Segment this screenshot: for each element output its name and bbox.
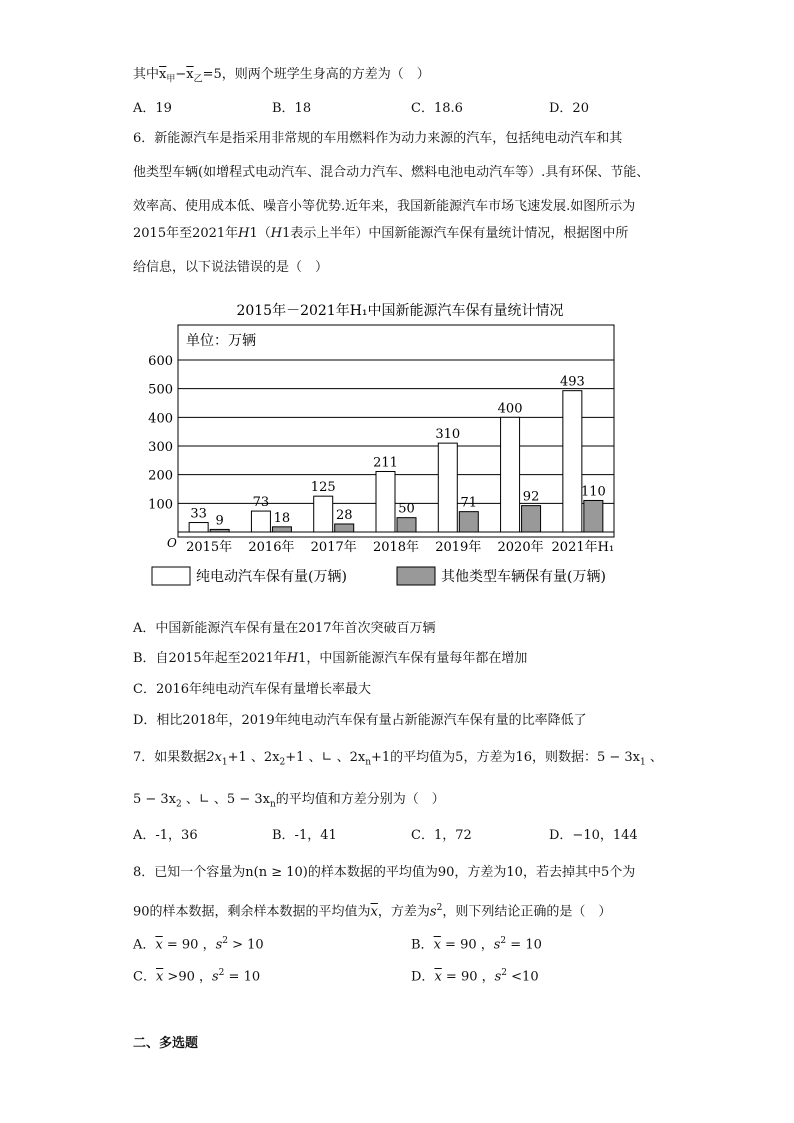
bar-label-ev: 73 (252, 495, 270, 511)
x-tick-label: 2018年 (372, 540, 420, 555)
y-tick-label: 400 (148, 411, 173, 427)
bar-label-other: 71 (460, 495, 478, 511)
q5-stem: 其中$\overline{x}_甲-\overline{x}_乙=5$，则两个班学生身高的方差为（ ） (133, 67, 430, 85)
q7-option-a: A．-1，36 (133, 828, 198, 843)
y-tick-label: 100 (148, 497, 173, 513)
x-tick-label: 2016年 (248, 540, 295, 555)
q8-option-d: D．$\overline{x} = 90$ ，$s^2 <10$ (411, 968, 539, 985)
q6-option-b: B．自2015年起至2021年H1，中国新能源汽车保有量每年都在增加 (133, 651, 528, 666)
y-tick-label: 200 (148, 468, 173, 484)
x-tick-label: 2021年H₁ (551, 540, 615, 555)
q6-line-2: 他类型车辆(如增程式电动汽车、混合动力汽车、燃料电池电动汽车等）.具有环保、节能、 (133, 165, 650, 180)
q6-option-a: A．中国新能源汽车保有量在2017年首次突破百万辆 (133, 621, 436, 636)
q6-line-3: 效率高、使用成本低、噪音小等优势.近年来，我国新能源汽车市场飞速发展.如图所示为 (133, 199, 636, 214)
bar-label-ev: 33 (190, 506, 207, 522)
bar-other (335, 524, 354, 532)
bar-other (459, 512, 478, 532)
q5-option-c: C．18.6 (411, 101, 463, 116)
chart-title: 2015年－2021年H₁中国新能源汽车保有量统计情况 (236, 303, 564, 319)
bar-ev (438, 443, 457, 532)
legend-label-ev: 纯电动汽车保有量(万辆) (196, 569, 347, 585)
bar-label-ev: 493 (559, 374, 585, 390)
bar-label-other: 50 (398, 501, 415, 517)
bar-other (522, 506, 541, 532)
q7-option-b: B．-1，41 (272, 828, 337, 843)
x-tick-label: 2017年 (310, 540, 357, 555)
bar-label-ev: 125 (310, 480, 336, 496)
q8-line-1: 8．已知一个容量为n(n ≥ 10)的样本数据的平均值为90，方差为10，若去掉其中5个为 (133, 865, 636, 880)
q8-option-c: C．$\overline{x} >90$ ，$s^2 = 10$ (133, 968, 261, 985)
bar-ev (376, 472, 395, 532)
q7-option-d: D．−10，144 (549, 828, 638, 843)
x-tick-label: 2015年 (186, 540, 233, 555)
bar-label-other: 18 (273, 510, 291, 526)
bar-ev (563, 391, 582, 532)
bar-label-ev: 400 (497, 401, 523, 417)
bar-label-other: 92 (522, 489, 540, 505)
bar-ev (251, 511, 270, 532)
q8-line-2: 90的样本数据，剩余样本数据的平均值为$\overline{x}$，方差为$s^2$，则下列结论正确的是（ ） (133, 903, 612, 920)
legend-label-other: 其他类型车辆保有量(万辆) (441, 569, 606, 585)
bar-chart (0, 295, 794, 595)
q5-option-b: B．18 (272, 101, 312, 116)
y-tick-label: 500 (148, 382, 173, 398)
bar-label-ev: 211 (373, 455, 398, 471)
bar-label-other: 110 (580, 484, 606, 500)
q7-line-2: $5 - 3x_2$ 、∟ 、$5 - 3x_n$的平均值和方差分别为（ ） (133, 792, 445, 810)
q8-option-a: A．$\overline{x} = 90$ ，$s^2 > 10$ (133, 936, 264, 953)
bar-label-other: 28 (335, 507, 353, 523)
x-tick-label: 2020年 (497, 540, 544, 555)
bar-other (584, 500, 603, 532)
q8-option-b: B．$\overline{x} = 90$ ，$s^2 = 10$ (411, 936, 542, 953)
bar-label-other: 9 (215, 513, 224, 529)
bar-label-ev: 310 (435, 427, 461, 443)
y-tick-label: 300 (148, 440, 173, 455)
bar-ev (189, 523, 208, 532)
q7-option-c: C．1，72 (411, 828, 472, 843)
legend-swatch-ev (152, 567, 190, 585)
x-tick-label: 2019年 (435, 540, 482, 555)
section-heading: 二、多选题 (133, 1036, 199, 1051)
bar-ev (314, 496, 333, 532)
q6-line-5: 给信息，以下说法错误的是（ ） (133, 260, 329, 275)
bar-other (210, 529, 229, 532)
q7-line-1: 7．如果数据$2x_1+1$ 、$2x_2+1$ 、∟ 、$2x_n+1$的平均值为5，方差为16，则数据：$5 - 3x_1$ 、 (133, 750, 663, 768)
q6-line-4: 2015年至2021年H1（H1表示上半年）中国新能源汽车保有量统计情况，根据图中所 (133, 226, 629, 241)
y-tick-label: 600 (148, 354, 173, 369)
bar-other (397, 518, 416, 532)
origin-label: O (167, 536, 177, 550)
q6-option-d: D．相比2018年，2019年纯电动汽车保有量占新能源汽车保有量的比率降低了 (133, 713, 587, 728)
q6-option-c: C．2016年纯电动汽车保有量增长率最大 (133, 682, 372, 697)
bar-other (272, 527, 291, 532)
q5-option-a: A．19 (133, 101, 172, 116)
legend-swatch-other (397, 567, 435, 585)
unit-label: 单位：万辆 (186, 333, 256, 349)
bar-ev (501, 417, 520, 532)
q5-option-d: D．20 (549, 101, 589, 116)
q6-line-1: 6．新能源汽车是指采用非常规的车用燃料作为动力来源的汽车，包括纯电动汽车和其 (133, 131, 623, 146)
plot-frame (178, 325, 614, 537)
